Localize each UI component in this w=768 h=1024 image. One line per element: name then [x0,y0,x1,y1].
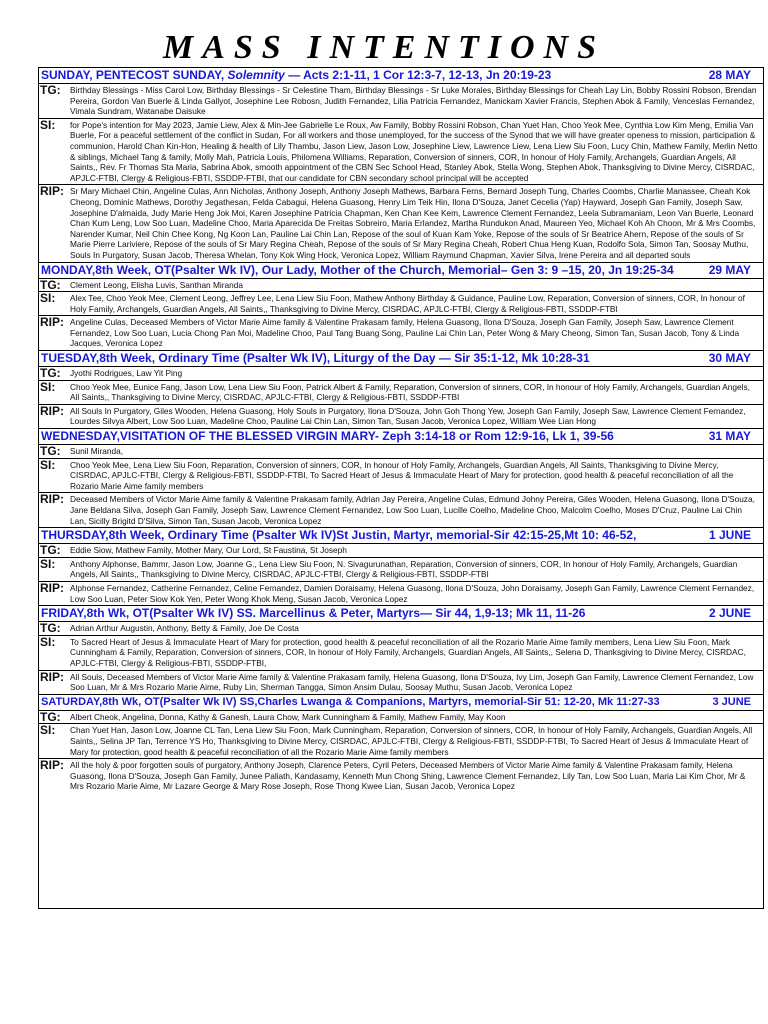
day-heading [39,429,763,445]
day-section-tuesday [39,351,763,429]
rest-in-peace-label: RIP: [40,315,64,330]
thanksgiving-names: Clement Leong, Elisha Luvis, Santhan Miranda [70,279,243,290]
special-intention-row [39,558,763,582]
special-intention-names: Alex Tee, Choo Yeok Mee, Clement Leong, Jeffrey Lee, Lena Liew Siu Foon, Mathew Anthony Birthday & Guidance, Pauline Low, Reparation, Conversion of sinners, COR, In honour of Holy Family, Archangels, Guardian Angels, All Saints,, Thanksgiving to Divine Mercy, CISRDAC, APJLC-FTBI, Clergy & Religious-FBTI, SSDDP-FTBI [70,293,745,314]
thanksgiving-row [39,544,763,558]
special-intention-names: Choo Yeok Mee, Lena Liew Siu Foon, Reparation, Conversion of sinners, COR, In honour of Holy Family, Archangels, Guardian Angels, All Saints, Thanksgiving to Divine Mercy, CISRDAC, APJLC-FTBI, Clergy & Religious-FBTI, SSDDP-FTBI, To Sacred Heart of Jesus & Immaculate Heart of Mary for protection, good health & peaceful reconciliation of all the Rozario Marie Aime family members [70,459,734,491]
special-intention-row [39,292,763,316]
thanksgiving-label: TG: [40,543,61,558]
thanksgiving-label: TG: [40,621,61,636]
liturgy-text: MONDAY,8th Week, OT(Psalter Wk IV), Our Lady, Mother of the Church, Memorial– Gen 3: 9 –15, 20, Jn 19:25-34 [41,262,674,277]
thanksgiving-names: Sunil Miranda, [70,446,124,457]
special-intention-label: SI: [40,117,56,132]
special-intention-label: SI: [40,634,56,649]
thanksgiving-label: TG: [40,83,61,97]
thanksgiving-names: Eddie Siow, Mathew Family, Mother Mary, Our Lord, St Faustina, St Joseph [70,545,347,556]
thanksgiving-row [39,367,763,381]
day-heading [39,606,763,622]
liturgy-text: THURSDAY,8th Week, Ordinary Time (Psalter Wk IV)St Justin, Martyr, memorial-Sir 42:15-25,Mt 10: 46-52, [41,528,637,543]
day-heading [39,263,763,279]
day-section-friday [39,606,763,695]
rest-in-peace-row [39,405,763,428]
special-intention-label: SI: [40,723,56,738]
thanksgiving-row [39,711,763,725]
liturgy-title [41,695,660,710]
special-intention-names: Choo Yeok Mee, Eunice Fang, Jason Low, Lena Liew Siu Foon, Patrick Albert & Family, Reparation, Conversion of sinners, COR, In honour of Holy Family, Archangels, Guardian Angels, All Saints,, Thanksgiving to Divine Mercy, CISRDAC, APJLC-FTBI, Clergy & Religious-FBTI, SSDDP-FTBI [70,381,750,403]
special-intention-row [39,636,763,671]
liturgy-title [41,528,636,543]
day-section-wednesday [39,429,763,528]
rest-in-peace-names: Sr Mary Michael Chin, Angeline Culas, Ann Nicholas, Anthony Joseph, Anthony Joseph Mathews, Barbara Ferns, Bernard Joseph Tung, Charles Coombs, Charlie Manassee, Cheah Kok Cheong, Dominic Mathews, Dorothy Jegathesan, Felda Cabagui, Helena Guasong, Henry Lim Teik Hin, Ilona D'Souza, Janet Cecelia (Yap) Hayward, Joseph Gan Family, Joseph Saw, Josephine D'almaida, Judy Marie Heng Jok Moi, Karen Josephine Patricia Chapman, Ken Chan Kee Kem, Lawrence Clement Fernandez, Leela Subramaniam, Leon Van Buerle, Leonard Chan Kum Leng, Low Soo Luan, Madeline Choo, Maria Aparecida De Freitas Sobreiro, Maria Erlandez, Martha Rundukon Anad, Maureen Yeo, Michael Koh Ah Choon, Mr & Mrs Coombs, Narender Kumar, Neil Chin Chee Kong, Ng Koon Lan, Pauline Lai Chin Lan, Repose of the soul of Kuan Kam Yoke, Repose of the souls of Sr Beatrice Ahern, Repose of the souls of Sr Marie Pierre Lariviere, Repose of the souls of Sr Mary Regina Cheah, Repose of the souls of Sr Mary Regina Cheah, Robert Chua Heng Kuan, Rodolfo Sola, Simon Tan, Soosay Muthu, Souls In Purgatory, Susan Jacob, Theresa Whelan, Tony Kok Wing Hock, Veronica Lopez, William Raymund Chapman, Xavier Silva, Irene Pereira and all departed souls [70,186,756,260]
rest-in-peace-row [39,185,763,261]
rest-in-peace-label: RIP: [40,669,64,684]
special-intention-names: Chan Yuet Han, Jason Low, Joanne CL Tan, Lena Liew Siu Foon, Mark Cunningham, Reparation, Conversion of sinners, COR, In honour of Holy Family, Archangels, Guardian Angels, All Saints,, Selina JP Tan, Terrence YS Ho, Thanksgiving to Divine Mercy, CISRDAC, APJLC-FTBI, Clergy & Religious-FBTI, SSDDP-FTBI, To Sacred Heart of Jesus & Immaculate Heart of Mary for protection, good health & peaceful reconciliation of all the Rozario Marie Aime family members [70,725,753,757]
thanksgiving-label: TG: [40,366,61,381]
rest-in-peace-names: All Souls In Purgatory, Giles Wooden, Helena Guasong, Holy Souls in Purgatory, Ilona D'Souza, John Goh Thong Yew, Joseph Gan Family, Joseph Saw, Lawrence Clement Fernandez, Lourdes Silvya Albert, Low Soo Luan, Madeline Choo, Pauline Lai Chin Lan, Simon Tan, Susan Jacob, Veronica Lopez, William Wee Lian Hong [70,405,746,427]
special-intention-label: SI: [40,379,56,394]
day-date: 29 MAY [708,262,751,277]
special-intention-label: SI: [40,556,56,571]
rest-in-peace-row [39,493,763,527]
liturgy-text: SATURDAY,8th Wk, OT(Psalter Wk IV) SS,Charles Lwanga & Companions, Martyrs, memorial-Sir 51: 12-20, Mk 11:27-33 [41,695,660,708]
thanksgiving-names: Albert Cheok, Angelina, Donna, Kathy & Ganesh, Laura Chow, Mark Cunningham & Family, Mathew Family, May Koon [70,711,506,722]
rest-in-peace-label: RIP: [40,184,64,199]
rest-in-peace-row [39,759,763,793]
thanksgiving-label: TG: [40,444,61,459]
day-section-saturday [39,695,763,793]
rest-in-peace-label: RIP: [40,758,64,773]
thanksgiving-names: Birthday Blessings - Miss Carol Low, Birthday Blessings - Sr Celestine Tham, Birthday Blessings - Sr Luke Morales, Birthday Blessings for Cheah Lay Lin, Bobby Rossini Robson, Brendan Pereira, Gordon Van Buerle & Linda Gallyot, Josephine Lee Robosn, Judith Fernandez, Lilia Patricia Fernandez, Manickam Xavier Francis, Stephen Abok & Family, Venceslas Fernandez, Vimala Sundram, Watanabe Daisuke [70,85,757,117]
day-heading [39,68,763,84]
thanksgiving-label: TG: [40,277,61,292]
rest-in-peace-row [39,671,763,694]
day-heading [39,528,763,544]
rest-in-peace-label: RIP: [40,580,64,595]
liturgy-title [41,68,551,83]
rest-in-peace-names: Deceased Members of Victor Marie Aime family & Valentine Prakasam family, Adrian Jay Pereira, Angeline Culas, Edmund Johny Pereira, Giles Wooden, Helena Guasong, Ilona D'Souza, Jane Beldana Silva, Joseph Gan Family, Joseph Saw, Lawrence Clement Fernandez, Low Soo Luan, Lucille Coelho, Madeline Choo, Malcolm Coelho, Moses D'Cruz, Pauline Lai Chin Lan, Sicilly Brigitd D'Silva, Simon Tan, Susan Jacob, Veronica Lopez [70,494,755,526]
page-title: MASS INTENTIONS [162,29,606,66]
rest-in-peace-row [39,582,763,605]
special-intention-label: SI: [40,457,56,472]
rest-in-peace-names: Alphonse Fernandez, Catherine Fernandez, Celine Fernandez, Damien Doraisamy, Helena Guasong, Ilona D'Souza, John Doraisamy, Joseph Gan Family, Lawrence Clement Fernandez, Low Soo Luan, Peter Siow Kok Yen, Peter Wong Khok Meng, Susan Jacob, Veronica Lopez [70,582,755,604]
day-section-monday [39,263,763,352]
day-date: 1 JUNE [708,528,751,543]
feast-rank: Solemnity [227,68,285,82]
day-heading [39,351,763,367]
special-intention-row [39,381,763,405]
rest-in-peace-row [39,316,763,350]
liturgy-text: — Acts 2:1-11, 1 Cor 12:3-7, 12-13, Jn 20:19-23 [284,68,552,82]
special-intention-row [39,459,763,494]
liturgy-title [41,429,614,444]
rest-in-peace-names: All Souls, Deceased Members of Victor Marie Aime family & Valentine Prakasam family, Helena Guasong, Ilona D'Souza, Ivy Lim, Joseph Gan Family, Lawrence Clement Fernandez, Low Soo Luan, Mr & Mrs Rozario Marie Aime, Ruby Lin, Sherman Tangga, Simon Ansim Dulau, Soosay Muthu, Susan Jacob, Veronica Lopez [70,671,754,693]
special-intention-row [39,724,763,759]
day-section-sunday [39,68,763,263]
special-intention-row [39,119,763,186]
thanksgiving-names: Adrian Arthur Augustin, Anthony, Betty & Family, Joe De Costa [70,623,299,634]
liturgy-text: WEDNESDAY,VISITATION OF THE BLESSED VIRGIN MARY- Zeph 3:14-18 or Rom 12:9-16, Lk 1, 39-56 [41,429,614,444]
thanksgiving-row [39,279,763,293]
rest-in-peace-label: RIP: [40,403,64,418]
liturgy-title [41,351,590,366]
intentions-table [38,67,764,909]
thanksgiving-row [39,84,763,119]
day-date: 30 MAY [708,351,751,366]
rest-in-peace-names: Angeline Culas, Deceased Members of Victor Marie Aime family & Valentine Prakasam family, Helena Guasong, Ilona D'Souza, Joseph Gan Family, Joseph Saw, Lawrence Clement Fernandez, Low Soo Luan, Lucia Chong Pan Moi, Madeline Choo, Paul Tang Buang Song, Pauline Lai Chin Lan, Peter Wong & Mary Cheong, Simon Tan, Susan Jacob, Tony & Linda Jacques, Veronica Lopez [70,317,740,349]
thanksgiving-row [39,445,763,459]
day-date: 31 MAY [708,429,751,444]
liturgy-text: SUNDAY, PENTECOST SUNDAY, [41,68,228,82]
thanksgiving-row [39,622,763,636]
rest-in-peace-names: All the holy & poor forgotten souls of purgatory, Anthony Joseph, Clarence Peters, Cyril Peters, Deceased Members of Victor Marie Aime family & Valentine Prakasam family, Helena Guasong, Ilona D'Souza, Joseph Gan Family, Junee Paliath, Kandasamy, Kenneth Mun Chong Shing, Lawrence Clement Fernandez, Lily Tan, Low Soo Luan, Maria Lai Kim Chor, Mr & Mrs Rozario Marie Aime, Mr Lazare George & Mary Rose Joseph, Rose Thong Kwee Lian, Susan Jacob, Veronica Lopez [70,760,746,792]
liturgy-title [41,606,585,621]
special-intention-names: Anthony Alphonse, Bammr, Jason Low, Joanne G., Lena Liew Siu Foon, N. Sivagurunathan, Reparation, Conversion of sinners, COR, In honour of Holy Family, Archangels, Guardian Angels, All Saints,, Thanksgiving to Divine Mercy, CISRDAC, APJLC-FTBI, Clergy & Religious-FBTI, SSDDP-FTBI [70,558,738,580]
liturgy-text: TUESDAY,8th Week, Ordinary Time (Psalter Wk IV), Liturgy of the Day — Sir 35:1-12, Mk 10:28-31 [41,351,590,366]
day-heading [39,695,763,711]
liturgy-title [41,263,674,278]
day-section-thursday [39,528,763,606]
day-date: 3 JUNE [712,695,751,708]
special-intention-label: SI: [40,291,56,306]
special-intention-names: To Sacred Heart of Jesus & Immaculate Heart of Mary for protection, good health & peaceful reconciliation of all the Rozario Marie Aime family members, Lena Liew Siu Foon, Mark Cunningham & Family, Reparation, Conversion of sinners, COR, In honour of Holy Family, Archangels, Guardian Angels, All Saints,, Selena D, Thanksgiving to Divine Mercy, CISRDAC, APJLC-FTBI, Clergy & Religious-FBTI, SSDDP-FTBI, [70,636,746,668]
thanksgiving-names: Jyothi Rodrigues, Law Yit Ping [70,368,183,379]
day-date: 28 MAY [708,68,751,82]
liturgy-text: FRIDAY,8th Wk, OT(Psalter Wk IV) SS. Marcellinus & Peter, Martyrs— Sir 44, 1,9-13; Mk 11, 11-26 [41,606,586,621]
day-date: 2 JUNE [708,606,751,621]
special-intention-names: for Pope's intention for May 2023, Jamie Liew, Alex & Min-Jee Gabrielle Le Roux, Aw Family, Bobby Rossini Robson, Chan Yuet Han, Choo Yeok Mee, Cynthia Low Kim Meng, Emilia Van Buerle, For a peaceful settlement of the conflict in Sudan, For all workers and those unemployed, for the success of the Synod that we will have greater openess to mission, participation & communion, Harold Chan Kin-Hon, Healing & health of Lily Thambu, Jason Liew, Jason Low, Josephine Liew, Lawrence Liew, Lena Liew Siu Foon, Lucy Chin, Mathew Family, Merlin Netto & siblings, Michael Tang & family, Molly Mah, Patricia Louis, Philomena Williams, Reparation, Conversion of sinners, COR, In honour of Holy Family, Archangels, Guardian Angels, All Saints,, Rev. Fr Thomas Sta Maria, Sabrina Abok, smooth appointment of the CBN Sec School Head, Stanley Abok, Stella Wong, Stephen Abok, Thanksgiving to Divine Mercy, CISRDAC, APJLC-FTBI, Clergy & Religious-FBTI, SSDDP-FTBI, that our candidate for CBN secondary school principal will be accepted [70,119,758,183]
rest-in-peace-label: RIP: [40,492,64,507]
thanksgiving-label: TG: [40,709,61,724]
